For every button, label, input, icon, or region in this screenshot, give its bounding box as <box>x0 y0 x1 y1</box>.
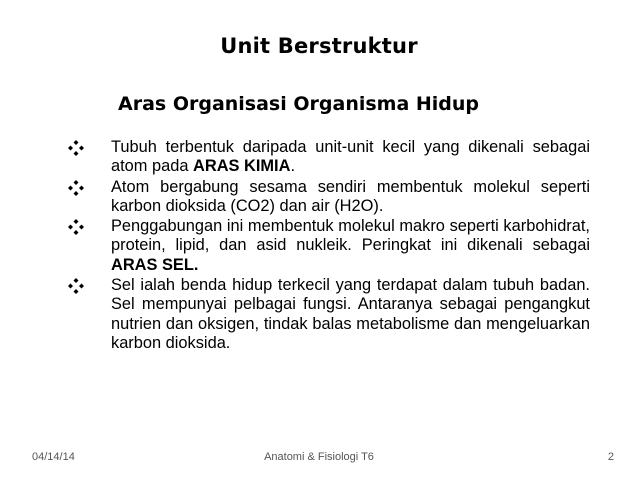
four-diamond-bullet-icon <box>68 219 84 235</box>
page-number: 2 <box>607 451 614 463</box>
bullet-text-end: . <box>290 157 296 176</box>
bullet-text: Sel ialah benda hidup terkecil yang terdapat dalam tubuh badan. Sel mempunyai pelbagai fungsi. Antaranya sebagai pengangkut nutrien dan oksigen, tindak balas metabolisme dan mengeluarkan karbon dioksida. <box>111 276 590 352</box>
bullet-bold-text: ARAS SEL. <box>111 255 199 274</box>
bullet-item-3 <box>68 217 590 275</box>
footer-title: Anatomi & Fisiologi T6 <box>264 451 374 463</box>
bullet-text: Penggabungan ini membentuk molekul makro seperti karbohidrat, protein, lipid, dan asid nukleik. Peringkat ini dikenali sebagai <box>111 217 590 255</box>
four-diamond-bullet-icon <box>68 140 84 156</box>
footer-date: 04/14/14 <box>32 451 75 463</box>
bullet-item-2 <box>68 178 590 217</box>
four-diamond-bullet-icon <box>68 180 84 196</box>
slide-subtitle: Aras Organisasi Organisma Hidup <box>118 93 480 115</box>
bullet-item-4 <box>68 276 590 353</box>
four-diamond-bullet-icon <box>68 278 84 294</box>
bullet-text: Atom bergabung sesama sendiri membentuk molekul seperti karbon dioksida (CO2) dan air (H2O). <box>111 177 590 215</box>
bullet-text: Tubuh terbentuk daripada unit-unit kecil yang dikenali sebagai atom pada <box>111 138 590 176</box>
bullet-bold-text: ARAS KIMIA <box>193 157 291 176</box>
bullet-list <box>68 138 590 354</box>
bullet-item-1 <box>68 138 590 177</box>
slide-title: Unit Berstruktur <box>220 34 418 58</box>
